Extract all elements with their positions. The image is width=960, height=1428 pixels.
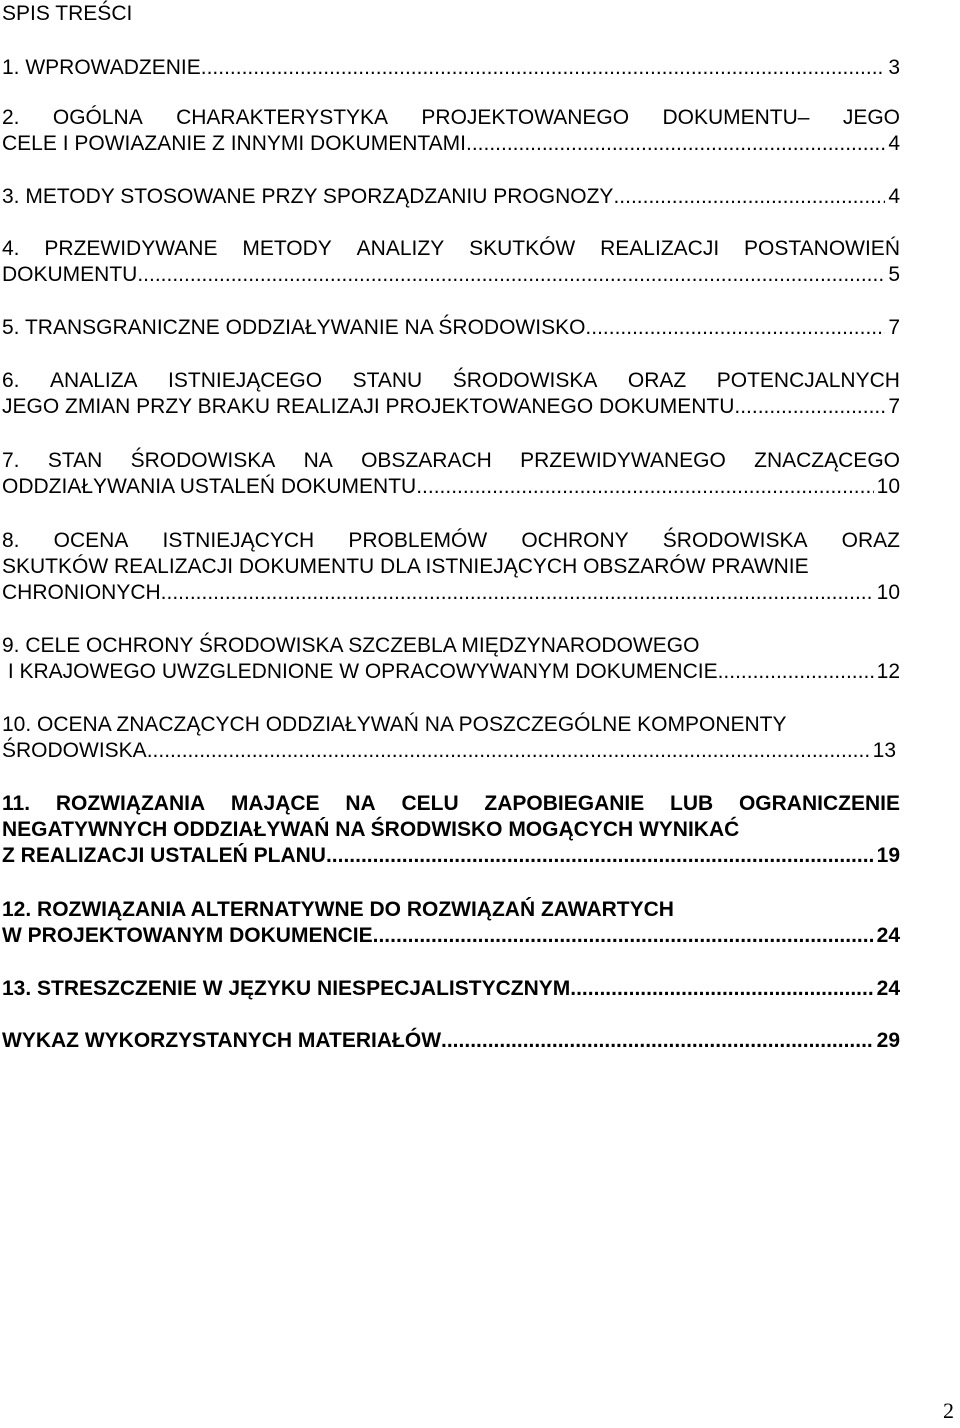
toc-word: 7. (2, 449, 20, 472)
toc-entry-line-justified (2, 791, 900, 817)
toc-entry-line (2, 738, 896, 764)
dot-leader (201, 55, 886, 81)
toc-word: ROZWIĄZANIA (55, 792, 206, 815)
toc-word: MAJĄCE (230, 792, 320, 815)
toc-entry-3[interactable] (2, 184, 900, 210)
toc-page-number: 4 (888, 132, 900, 155)
toc-word: ORAZ (841, 529, 900, 552)
toc-word: ANALIZA (50, 369, 138, 392)
toc-entry-text: DOKUMENTU (2, 263, 138, 286)
toc-page-number: 5 (888, 263, 900, 286)
toc-entry-line (2, 976, 900, 1002)
toc-word: OGÓLNA (52, 106, 143, 129)
dot-leader (441, 1028, 874, 1054)
toc-entry-line (2, 580, 900, 606)
dot-leader (466, 131, 885, 157)
toc-entry-line (2, 659, 900, 685)
toc-word: 11. (2, 792, 31, 815)
toc-entry-text: JEGO ZMIAN PRZY BRAKU REALIZAJI PROJEKTOWANEGO DOKUMENTU (2, 395, 735, 418)
toc-entry-line (2, 315, 900, 341)
toc-word: ŚRODOWISKA (452, 369, 598, 392)
toc-word: METODY (242, 237, 332, 260)
toc-word: LUB (670, 792, 714, 815)
dot-leader (147, 738, 870, 764)
toc-entry-line (2, 55, 900, 81)
toc-entry-text: W PROJEKTOWANYM DOKUMENCIE (2, 924, 373, 947)
toc-entry-text: CELE I POWIAZANIE Z INNYMI DOKUMENTAMI (2, 132, 466, 155)
toc-entry-text: 5. TRANSGRANICZNE ODDZIAŁYWANIE NA ŚRODOWISKO (2, 316, 586, 339)
toc-entry-9[interactable] (2, 633, 900, 685)
toc-entry-line (2, 843, 900, 869)
toc-entry-line-justified (2, 105, 900, 131)
toc-word: ŚRODOWISKA (130, 449, 276, 472)
toc-word: PROJEKTOWANEGO (421, 106, 630, 129)
dot-leader (718, 659, 874, 685)
toc-entry-text: ŚRODOWISKA (2, 739, 147, 762)
toc-word: ZAPOBIEGANIE (484, 792, 645, 815)
toc-entry-line (2, 131, 900, 157)
dot-leader (585, 315, 885, 341)
toc-word: PRZEWIDYWANEGO (520, 449, 726, 472)
toc-word: REALIZACJI (600, 237, 720, 260)
toc-page-number: 12 (876, 660, 900, 683)
toc-word: OCENA (53, 529, 129, 552)
toc-word: 8. (2, 529, 20, 552)
toc-word: ZNACZĄCEGO (754, 449, 900, 472)
toc-entry-text: 1. WPROWADZENIE (2, 56, 201, 79)
toc-page-number: 24 (876, 924, 900, 947)
toc-entry-7[interactable] (2, 448, 900, 500)
toc-word: PROBLEMÓW (348, 529, 488, 552)
toc-page-number: 3 (888, 56, 900, 79)
toc-word: SKUTKÓW (469, 237, 576, 260)
toc-entry-line-justified (2, 236, 900, 262)
toc-entry-8[interactable] (2, 528, 900, 606)
toc-word: DOKUMENTU– (662, 106, 810, 129)
toc-page-number: 7 (888, 316, 900, 339)
toc-entry-text: NEGATYWNYCH ODDZIAŁYWAŃ NA ŚRODWISKO MOGĄCYCH WYNIKAĆ (2, 818, 740, 841)
toc-entry-4[interactable] (2, 236, 900, 288)
dot-leader (161, 580, 874, 606)
toc-word: STAN (47, 449, 103, 472)
toc-entry-6[interactable] (2, 368, 900, 420)
dot-leader (326, 843, 874, 869)
toc-word: 6. (2, 369, 20, 392)
toc-entry-line (2, 923, 900, 949)
toc-entry-text: 13. STRESZCZENIE W JĘZYKU NIESPECJALISTYCZNYM (2, 977, 571, 1000)
toc-entry-text: 3. METODY STOSOWANE PRZY SPORZĄDZANIU PROGNOZY (2, 185, 614, 208)
toc-entry-line-justified (2, 448, 900, 474)
toc-page-number: 13 (872, 739, 896, 762)
toc-word: POSTANOWIEŃ (744, 237, 900, 260)
toc-entry-text: Z REALIZACJI USTALEŃ PLANU (2, 844, 326, 867)
toc-word: ANALIZY (356, 237, 445, 260)
toc-page-number: 7 (888, 395, 900, 418)
toc-entry-line (2, 474, 900, 500)
toc-word: CHARAKTERYSTYKA (176, 106, 389, 129)
toc-word: ŚRODOWISKA (662, 529, 808, 552)
dot-leader (416, 474, 873, 500)
toc-entry-line (2, 184, 900, 210)
toc-title: SPIS TREŚCI (2, 2, 133, 25)
toc-entry-14[interactable] (2, 1028, 900, 1054)
toc-entry-line (2, 262, 900, 288)
toc-entry-line (2, 394, 900, 420)
toc-entry-line (2, 1028, 900, 1054)
toc-word: ORAZ (627, 369, 687, 392)
toc-entry-1[interactable] (2, 55, 900, 81)
toc-word: 2. (2, 106, 20, 129)
toc-word: NA (303, 449, 333, 472)
dot-leader (734, 394, 885, 420)
toc-entry-text: ODDZIAŁYWANIA USTALEŃ DOKUMENTU (2, 475, 417, 498)
toc-word: NA (345, 792, 376, 815)
toc-entry-10[interactable] (2, 712, 896, 764)
toc-entry-5[interactable] (2, 315, 900, 341)
dot-leader (613, 184, 885, 210)
dot-leader (570, 976, 873, 1002)
toc-word: CELU (401, 792, 459, 815)
toc-entry-line-justified (2, 528, 900, 554)
toc-page-number: 29 (876, 1029, 900, 1052)
toc-word: 4. (2, 237, 20, 260)
toc-entry-text: 10. OCENA ZNACZĄCYCH ODDZIAŁYWAŃ NA POSZCZEGÓLNE KOMPONENTY (2, 713, 787, 736)
toc-word: PRZEWIDYWANE (44, 237, 218, 260)
toc-page-number: 10 (876, 475, 900, 498)
toc-page-number: 24 (876, 977, 900, 1000)
toc-entry-line-justified (2, 368, 900, 394)
toc-entry-11[interactable] (2, 791, 900, 869)
toc-entry-2[interactable] (2, 105, 900, 157)
toc-entry-text: 9. CELE OCHRONY ŚRODOWISKA SZCZEBLA MIĘDZYNARODOWEGO (2, 634, 700, 657)
toc-word: STANU (352, 369, 423, 392)
toc-word: OCHRONY (521, 529, 629, 552)
toc-word: ISTNIEJĄCEGO (168, 369, 323, 392)
dot-leader (373, 923, 874, 949)
toc-word: JEGO (842, 106, 900, 129)
toc-entry-12[interactable] (2, 897, 900, 949)
toc-page-number: 10 (876, 581, 900, 604)
toc-entry-text: CHRONIONYCH (2, 581, 161, 604)
dot-leader (137, 262, 885, 288)
toc-page-number: 4 (888, 185, 900, 208)
toc-word: POTENCJALNYCH (716, 369, 900, 392)
toc-entry-text: SKUTKÓW REALIZACJI DOKUMENTU DLA ISTNIEJĄCYCH OBSZARÓW PRAWNIE (2, 555, 809, 578)
toc-word: OBSZARACH (361, 449, 492, 472)
toc-entry-text: I KRAJOWEGO UWZGLEDNIONE W OPRACOWYWANYM DOKUMENCIE (2, 660, 718, 683)
toc-word: ISTNIEJĄCYCH (162, 529, 315, 552)
toc-page-number: 19 (876, 844, 900, 867)
page-number: 2 (943, 1398, 954, 1423)
toc-entry-13[interactable] (2, 976, 900, 1002)
toc-entry-text: 12. ROZWIĄZANIA ALTERNATYWNE DO ROZWIĄZAŃ ZAWARTYCH (2, 898, 674, 921)
toc-entry-text: WYKAZ WYKORZYSTANYCH MATERIAŁÓW (2, 1029, 442, 1052)
toc-word: OGRANICZENIE (738, 792, 900, 815)
